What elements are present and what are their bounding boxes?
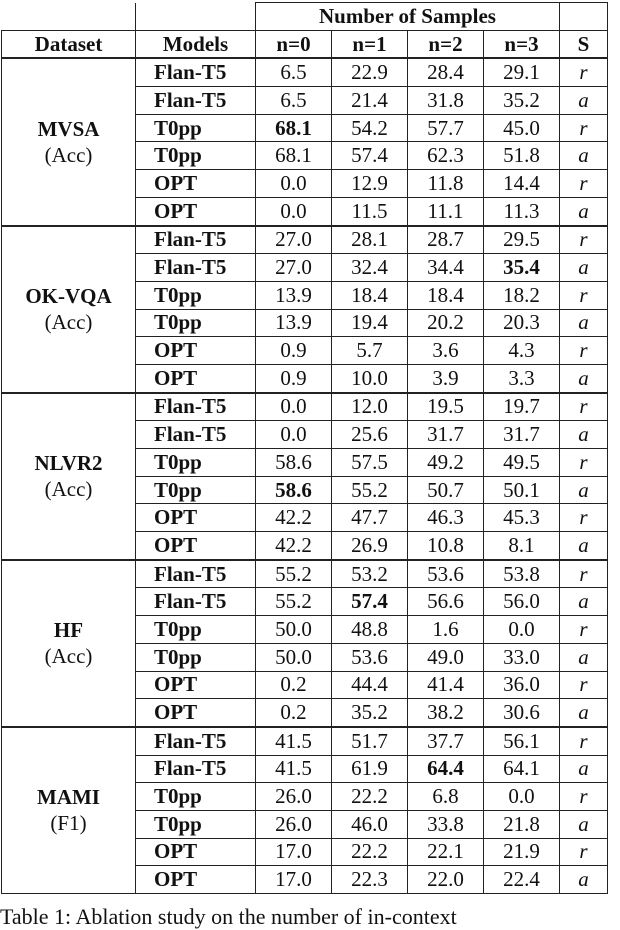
strategy-cell: a bbox=[560, 755, 608, 783]
model-cell: Flan-T5 bbox=[136, 87, 256, 115]
value-cell-n2: 18.4 bbox=[408, 281, 484, 309]
value-cell-n2: 64.4 bbox=[408, 755, 484, 783]
value-cell-n1: 57.4 bbox=[332, 142, 408, 170]
value-cell-n1: 44.4 bbox=[332, 671, 408, 699]
value-cell-n3: 14.4 bbox=[484, 170, 560, 198]
value-cell-n1: 10.0 bbox=[332, 364, 408, 392]
dataset-metric: (F1) bbox=[50, 811, 87, 836]
model-cell: OPT bbox=[136, 170, 256, 198]
value-cell-n2: 31.8 bbox=[408, 87, 484, 115]
value-cell-n3: 0.0 bbox=[484, 783, 560, 811]
strategy-cell: r bbox=[560, 58, 608, 86]
dataset-name: OK-VQA bbox=[25, 283, 112, 308]
value-cell-n2: 50.7 bbox=[408, 476, 484, 504]
strategy-cell: a bbox=[560, 643, 608, 671]
header-number-of-samples: Number of Samples bbox=[256, 3, 560, 31]
dataset-cell bbox=[2, 58, 136, 225]
value-cell-n3: 35.4 bbox=[484, 254, 560, 282]
model-cell: T0pp bbox=[136, 449, 256, 477]
value-cell-n2: 11.1 bbox=[408, 197, 484, 225]
strategy-cell: r bbox=[560, 281, 608, 309]
value-cell-n0: 41.5 bbox=[256, 727, 332, 755]
strategy-cell: r bbox=[560, 337, 608, 365]
value-cell-n3: 45.0 bbox=[484, 114, 560, 142]
strategy-cell: a bbox=[560, 197, 608, 225]
value-cell-n0: 26.0 bbox=[256, 783, 332, 811]
value-cell-n0: 6.5 bbox=[256, 58, 332, 86]
value-cell-n3: 51.8 bbox=[484, 142, 560, 170]
value-cell-n2: 62.3 bbox=[408, 142, 484, 170]
value-cell-n3: 20.3 bbox=[484, 309, 560, 337]
header-s: S bbox=[560, 30, 608, 58]
model-cell: T0pp bbox=[136, 616, 256, 644]
model-cell: Flan-T5 bbox=[136, 421, 256, 449]
value-cell-n1: 51.7 bbox=[332, 727, 408, 755]
value-cell-n1: 46.0 bbox=[332, 810, 408, 838]
value-cell-n3: 33.0 bbox=[484, 643, 560, 671]
value-cell-n1: 53.6 bbox=[332, 643, 408, 671]
value-cell-n0: 50.0 bbox=[256, 643, 332, 671]
header-n3: n=3 bbox=[484, 30, 560, 58]
value-cell-n2: 49.0 bbox=[408, 643, 484, 671]
value-cell-n2: 53.6 bbox=[408, 560, 484, 588]
value-cell-n3: 49.5 bbox=[484, 449, 560, 477]
value-cell-n3: 45.3 bbox=[484, 504, 560, 532]
strategy-cell: r bbox=[560, 393, 608, 421]
strategy-cell: a bbox=[560, 866, 608, 894]
value-cell-n3: 50.1 bbox=[484, 476, 560, 504]
dataset-cell bbox=[2, 226, 136, 393]
header-n2: n=2 bbox=[408, 30, 484, 58]
value-cell-n2: 57.7 bbox=[408, 114, 484, 142]
value-cell-n3: 3.3 bbox=[484, 364, 560, 392]
dataset-name: MVSA bbox=[37, 116, 100, 141]
header-models: Models bbox=[136, 30, 256, 58]
value-cell-n0: 6.5 bbox=[256, 87, 332, 115]
value-cell-n1: 55.2 bbox=[332, 476, 408, 504]
value-cell-n3: 22.4 bbox=[484, 866, 560, 894]
strategy-cell: r bbox=[560, 226, 608, 254]
model-cell: T0pp bbox=[136, 114, 256, 142]
strategy-cell: r bbox=[560, 114, 608, 142]
table-row bbox=[2, 58, 608, 86]
dataset-name: NLVR2 bbox=[34, 450, 103, 475]
model-cell: Flan-T5 bbox=[136, 226, 256, 254]
value-cell-n0: 0.0 bbox=[256, 170, 332, 198]
value-cell-n1: 5.7 bbox=[332, 337, 408, 365]
header-dataset: Dataset bbox=[2, 30, 136, 58]
value-cell-n1: 18.4 bbox=[332, 281, 408, 309]
model-cell: T0pp bbox=[136, 142, 256, 170]
value-cell-n3: 64.1 bbox=[484, 755, 560, 783]
value-cell-n3: 29.5 bbox=[484, 226, 560, 254]
model-cell: OPT bbox=[136, 364, 256, 392]
value-cell-n2: 46.3 bbox=[408, 504, 484, 532]
value-cell-n0: 58.6 bbox=[256, 449, 332, 477]
value-cell-n0: 27.0 bbox=[256, 226, 332, 254]
dataset-cell bbox=[2, 560, 136, 727]
value-cell-n1: 21.4 bbox=[332, 87, 408, 115]
value-cell-n1: 28.1 bbox=[332, 226, 408, 254]
strategy-cell: r bbox=[560, 727, 608, 755]
model-cell: Flan-T5 bbox=[136, 560, 256, 588]
model-cell: Flan-T5 bbox=[136, 254, 256, 282]
model-cell: OPT bbox=[136, 866, 256, 894]
strategy-cell: r bbox=[560, 504, 608, 532]
value-cell-n0: 0.0 bbox=[256, 393, 332, 421]
strategy-cell: a bbox=[560, 87, 608, 115]
table-row bbox=[2, 560, 608, 588]
strategy-cell: r bbox=[560, 449, 608, 477]
value-cell-n0: 13.9 bbox=[256, 281, 332, 309]
value-cell-n2: 22.1 bbox=[408, 838, 484, 866]
dataset-metric: (Acc) bbox=[44, 310, 93, 335]
model-cell: Flan-T5 bbox=[136, 393, 256, 421]
strategy-cell: a bbox=[560, 254, 608, 282]
dataset-name: MAMI bbox=[37, 785, 100, 810]
model-cell: T0pp bbox=[136, 643, 256, 671]
strategy-cell: a bbox=[560, 364, 608, 392]
value-cell-n1: 32.4 bbox=[332, 254, 408, 282]
results-table bbox=[1, 2, 608, 894]
value-cell-n3: 56.1 bbox=[484, 727, 560, 755]
model-cell: Flan-T5 bbox=[136, 588, 256, 616]
value-cell-n2: 34.4 bbox=[408, 254, 484, 282]
strategy-cell: r bbox=[560, 783, 608, 811]
value-cell-n3: 0.0 bbox=[484, 616, 560, 644]
value-cell-n1: 48.8 bbox=[332, 616, 408, 644]
model-cell: T0pp bbox=[136, 810, 256, 838]
value-cell-n3: 30.6 bbox=[484, 699, 560, 727]
value-cell-n0: 0.0 bbox=[256, 197, 332, 225]
value-cell-n0: 27.0 bbox=[256, 254, 332, 282]
value-cell-n0: 0.0 bbox=[256, 421, 332, 449]
strategy-cell: a bbox=[560, 699, 608, 727]
value-cell-n0: 0.9 bbox=[256, 337, 332, 365]
strategy-cell: r bbox=[560, 560, 608, 588]
dataset-cell bbox=[2, 727, 136, 894]
value-cell-n0: 26.0 bbox=[256, 810, 332, 838]
value-cell-n1: 54.2 bbox=[332, 114, 408, 142]
dataset-cell bbox=[2, 393, 136, 560]
value-cell-n2: 37.7 bbox=[408, 727, 484, 755]
model-cell: Flan-T5 bbox=[136, 755, 256, 783]
table-body bbox=[2, 58, 608, 893]
value-cell-n3: 35.2 bbox=[484, 87, 560, 115]
value-cell-n2: 49.2 bbox=[408, 449, 484, 477]
value-cell-n2: 41.4 bbox=[408, 671, 484, 699]
header-blank-models bbox=[136, 3, 256, 31]
value-cell-n2: 3.6 bbox=[408, 337, 484, 365]
value-cell-n0: 55.2 bbox=[256, 588, 332, 616]
value-cell-n3: 8.1 bbox=[484, 532, 560, 560]
strategy-cell: a bbox=[560, 142, 608, 170]
value-cell-n1: 57.5 bbox=[332, 449, 408, 477]
value-cell-n1: 22.2 bbox=[332, 783, 408, 811]
model-cell: OPT bbox=[136, 337, 256, 365]
table-row bbox=[2, 393, 608, 421]
value-cell-n2: 28.7 bbox=[408, 226, 484, 254]
model-cell: OPT bbox=[136, 671, 256, 699]
value-cell-n0: 42.2 bbox=[256, 532, 332, 560]
value-cell-n3: 11.3 bbox=[484, 197, 560, 225]
header-blank-s bbox=[560, 3, 608, 31]
strategy-cell: a bbox=[560, 532, 608, 560]
value-cell-n2: 19.5 bbox=[408, 393, 484, 421]
value-cell-n2: 22.0 bbox=[408, 866, 484, 894]
value-cell-n1: 47.7 bbox=[332, 504, 408, 532]
dataset-metric: (Acc) bbox=[44, 477, 93, 502]
value-cell-n2: 56.6 bbox=[408, 588, 484, 616]
value-cell-n0: 0.2 bbox=[256, 671, 332, 699]
value-cell-n1: 61.9 bbox=[332, 755, 408, 783]
model-cell: Flan-T5 bbox=[136, 727, 256, 755]
value-cell-n1: 25.6 bbox=[332, 421, 408, 449]
value-cell-n3: 21.9 bbox=[484, 838, 560, 866]
value-cell-n3: 53.8 bbox=[484, 560, 560, 588]
value-cell-n3: 21.8 bbox=[484, 810, 560, 838]
value-cell-n2: 33.8 bbox=[408, 810, 484, 838]
value-cell-n0: 42.2 bbox=[256, 504, 332, 532]
value-cell-n2: 38.2 bbox=[408, 699, 484, 727]
table-row bbox=[2, 226, 608, 254]
value-cell-n3: 19.7 bbox=[484, 393, 560, 421]
model-cell: OPT bbox=[136, 532, 256, 560]
dataset-metric: (Acc) bbox=[44, 644, 93, 669]
value-cell-n2: 11.8 bbox=[408, 170, 484, 198]
value-cell-n0: 68.1 bbox=[256, 142, 332, 170]
value-cell-n2: 31.7 bbox=[408, 421, 484, 449]
value-cell-n2: 6.8 bbox=[408, 783, 484, 811]
model-cell: OPT bbox=[136, 699, 256, 727]
table-header bbox=[2, 3, 608, 59]
model-cell: OPT bbox=[136, 504, 256, 532]
strategy-cell: a bbox=[560, 476, 608, 504]
value-cell-n2: 20.2 bbox=[408, 309, 484, 337]
table-row bbox=[2, 727, 608, 755]
strategy-cell: a bbox=[560, 421, 608, 449]
strategy-cell: a bbox=[560, 810, 608, 838]
strategy-cell: a bbox=[560, 309, 608, 337]
dataset-metric: (Acc) bbox=[44, 142, 93, 167]
value-cell-n2: 1.6 bbox=[408, 616, 484, 644]
value-cell-n1: 19.4 bbox=[332, 309, 408, 337]
value-cell-n3: 31.7 bbox=[484, 421, 560, 449]
value-cell-n0: 17.0 bbox=[256, 866, 332, 894]
value-cell-n1: 12.9 bbox=[332, 170, 408, 198]
value-cell-n0: 0.2 bbox=[256, 699, 332, 727]
header-n0: n=0 bbox=[256, 30, 332, 58]
value-cell-n1: 35.2 bbox=[332, 699, 408, 727]
value-cell-n1: 11.5 bbox=[332, 197, 408, 225]
value-cell-n1: 26.9 bbox=[332, 532, 408, 560]
value-cell-n0: 13.9 bbox=[256, 309, 332, 337]
value-cell-n1: 22.9 bbox=[332, 58, 408, 86]
value-cell-n3: 29.1 bbox=[484, 58, 560, 86]
value-cell-n1: 57.4 bbox=[332, 588, 408, 616]
value-cell-n3: 18.2 bbox=[484, 281, 560, 309]
value-cell-n1: 12.0 bbox=[332, 393, 408, 421]
model-cell: Flan-T5 bbox=[136, 58, 256, 86]
value-cell-n3: 4.3 bbox=[484, 337, 560, 365]
value-cell-n3: 56.0 bbox=[484, 588, 560, 616]
model-cell: T0pp bbox=[136, 309, 256, 337]
header-n1: n=1 bbox=[332, 30, 408, 58]
model-cell: OPT bbox=[136, 197, 256, 225]
strategy-cell: a bbox=[560, 588, 608, 616]
model-cell: OPT bbox=[136, 838, 256, 866]
value-cell-n0: 58.6 bbox=[256, 476, 332, 504]
value-cell-n0: 68.1 bbox=[256, 114, 332, 142]
value-cell-n1: 22.2 bbox=[332, 838, 408, 866]
value-cell-n0: 55.2 bbox=[256, 560, 332, 588]
value-cell-n2: 3.9 bbox=[408, 364, 484, 392]
model-cell: T0pp bbox=[136, 281, 256, 309]
value-cell-n0: 17.0 bbox=[256, 838, 332, 866]
value-cell-n3: 36.0 bbox=[484, 671, 560, 699]
value-cell-n2: 28.4 bbox=[408, 58, 484, 86]
model-cell: T0pp bbox=[136, 476, 256, 504]
strategy-cell: r bbox=[560, 170, 608, 198]
model-cell: T0pp bbox=[136, 783, 256, 811]
value-cell-n1: 22.3 bbox=[332, 866, 408, 894]
strategy-cell: r bbox=[560, 616, 608, 644]
strategy-cell: r bbox=[560, 838, 608, 866]
dataset-name: HF bbox=[53, 618, 84, 643]
value-cell-n0: 50.0 bbox=[256, 616, 332, 644]
value-cell-n2: 10.8 bbox=[408, 532, 484, 560]
value-cell-n0: 0.9 bbox=[256, 364, 332, 392]
value-cell-n0: 41.5 bbox=[256, 755, 332, 783]
value-cell-n1: 53.2 bbox=[332, 560, 408, 588]
strategy-cell: r bbox=[560, 671, 608, 699]
table-caption: Table 1: Ablation study on the number of in-context bbox=[0, 904, 457, 929]
header-blank bbox=[2, 3, 136, 31]
